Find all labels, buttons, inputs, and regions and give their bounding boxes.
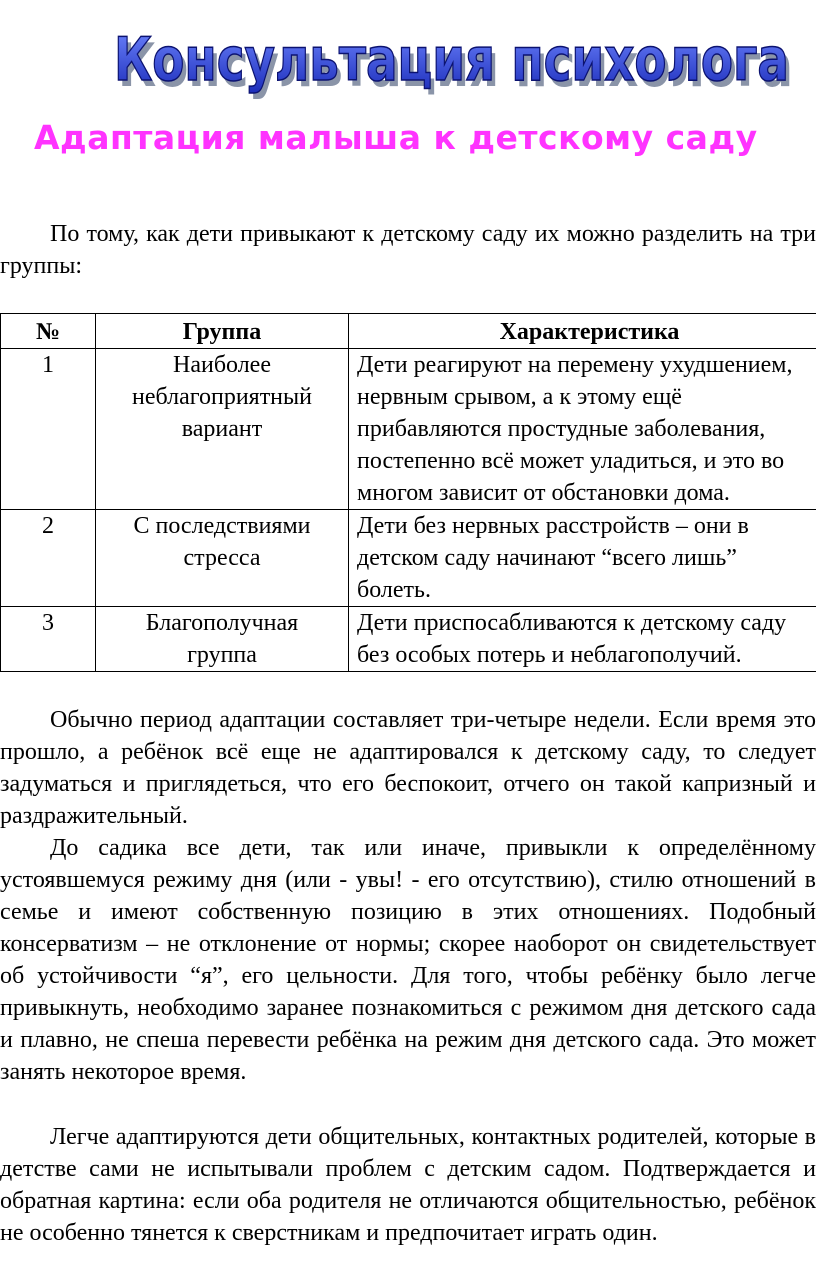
characteristic-line: Дети реагируют на перемену ухудшением, xyxy=(357,352,793,378)
body-paragraph: Обычно период адаптации составляет три-четыре недели. Если время это прошло, а ребёнок всё еще не адаптировался к детскому саду, то следует задуматься и приглядеться, что его беспокоит, отчего он такой капризный и раздражительный. xyxy=(0,707,816,829)
group-line: вариант xyxy=(181,416,263,442)
intro-paragraph: По тому, как дети привыкают к детскому саду их можно разделить на три группы: xyxy=(0,221,816,279)
row-group xyxy=(96,510,349,607)
table-row xyxy=(1,349,816,510)
group-line: стресса xyxy=(183,545,261,571)
table-header-row xyxy=(1,314,816,349)
row-number: 2 xyxy=(1,510,96,607)
header-group: Группа xyxy=(96,314,349,349)
header-characteristic: Характеристика xyxy=(349,314,816,349)
body-paragraph: Легче адаптируются дети общительных, контактных родителей, которые в детстве сами не испытывали проблем с детским садом. Подтверждается и обратная картина: если оба родителя не отличаются общительностью, ребёнок не особенно тянется к сверстникам и предпочитает играть один. xyxy=(0,1124,816,1246)
group-line: С последствиями xyxy=(133,513,311,539)
table-row xyxy=(1,510,816,607)
table-row xyxy=(1,607,816,672)
header-number: № xyxy=(1,314,96,349)
characteristic-line: болеть. xyxy=(357,577,431,603)
page-subtitle: Адаптация малыша к детскому саду xyxy=(34,118,758,157)
body-paragraph: До садика все дети, так или иначе, привыкли к определённому устоявшемуся режиму дня (или - увы! - его отсутствию), стилю отношений в семье и имеют собственную позицию в этих отношениях. Подобный консерватизм – не отклонение от нормы; скорее наоборот он свидетельствует об устойчивости “я”, его цельности. Для того, чтобы ребёнку было легче привыкнуть, необходимо заранее познакомиться с режимом дня детского сада и плавно, не спеша перевести ребёнка на режим дня детского сада. Это может занять некоторое время. xyxy=(0,835,816,1085)
wordart-title xyxy=(110,18,800,101)
group-line: группа xyxy=(187,642,257,668)
characteristic-line: Дети без нервных расстройств – они в xyxy=(357,513,749,539)
row-group xyxy=(96,607,349,672)
row-characteristic xyxy=(349,607,816,672)
row-group xyxy=(96,349,349,510)
wordart-shadow: Консультация психолога xyxy=(118,31,793,101)
characteristic-line: без особых потерь и неблагополучий. xyxy=(357,642,742,668)
group-line: Наиболее xyxy=(172,352,271,378)
row-number: 1 xyxy=(1,349,96,510)
characteristic-line: многом зависит от обстановки дома. xyxy=(357,480,730,506)
group-line: неблагоприятный xyxy=(131,384,312,410)
groups-table xyxy=(0,313,816,672)
characteristic-line: нервным срывом, а к этому ещё xyxy=(357,384,682,410)
characteristic-line: детском саду начинают “всего лишь” xyxy=(357,545,737,571)
row-characteristic xyxy=(349,349,816,510)
wordart-text: Консультация психолога xyxy=(114,25,789,95)
characteristic-line: Дети приспосабливаются к детскому саду xyxy=(357,610,787,636)
row-number: 3 xyxy=(1,607,96,672)
characteristic-line: постепенно всё может уладиться, и это во xyxy=(357,448,785,474)
group-line: Благополучная xyxy=(145,610,299,636)
characteristic-line: прибавляются простудные заболевания, xyxy=(357,416,766,442)
row-characteristic xyxy=(349,510,816,607)
